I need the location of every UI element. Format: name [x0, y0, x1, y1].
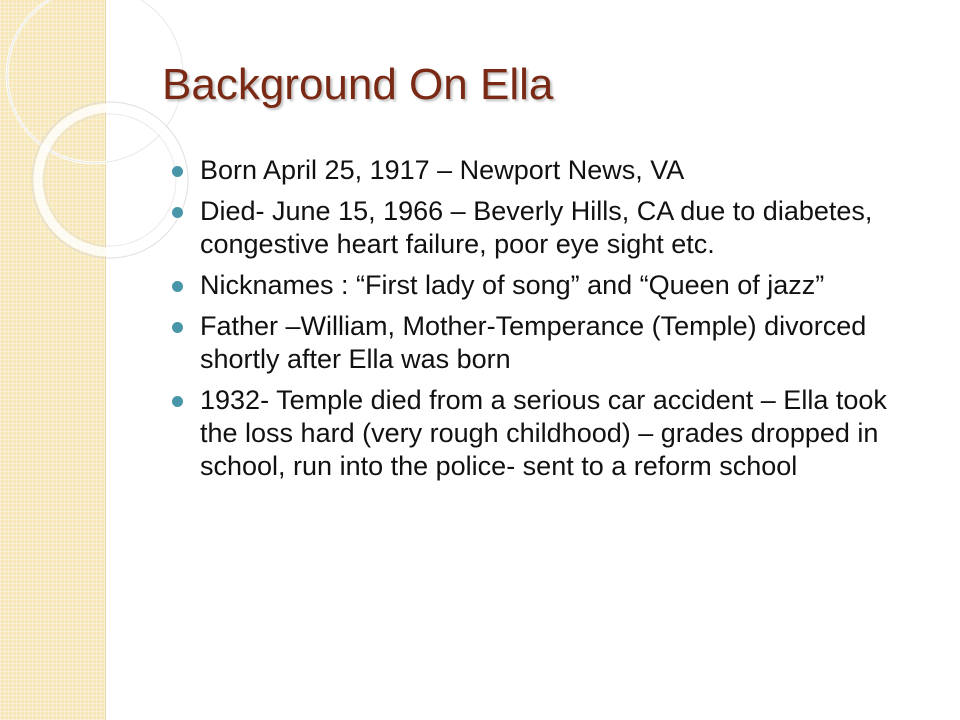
bullet-dot-icon [172, 166, 183, 177]
bullet-text: Died- June 15, 1966 – Beverly Hills, CA due to diabetes, congestive heart failure, poor eye sight etc. [200, 196, 873, 259]
bullet-item [172, 269, 902, 302]
bullet-text: Father –William, Mother-Temperance (Temple) divorced shortly after Ella was born [200, 311, 867, 374]
bullet-text: Born April 25, 1917 – Newport News, VA [200, 155, 685, 185]
bullet-dot-icon [172, 396, 183, 407]
bullet-item [172, 195, 902, 261]
slide-title: Background On Ella [162, 60, 554, 109]
bullet-text: Nicknames : “First lady of song” and “Queen of jazz” [200, 270, 825, 300]
bullet-item [172, 310, 902, 376]
bullet-dot-icon [172, 207, 183, 218]
bullet-item [172, 154, 902, 187]
bullet-dot-icon [172, 322, 183, 333]
bullet-text: 1932- Temple died from a serious car accident – Ella took the loss hard (very rough childhood) – grades dropped in school, run into the police- sent to a reform school [200, 385, 887, 481]
bullet-list [172, 154, 902, 491]
bullet-item [172, 384, 902, 483]
bullet-dot-icon [172, 281, 183, 292]
